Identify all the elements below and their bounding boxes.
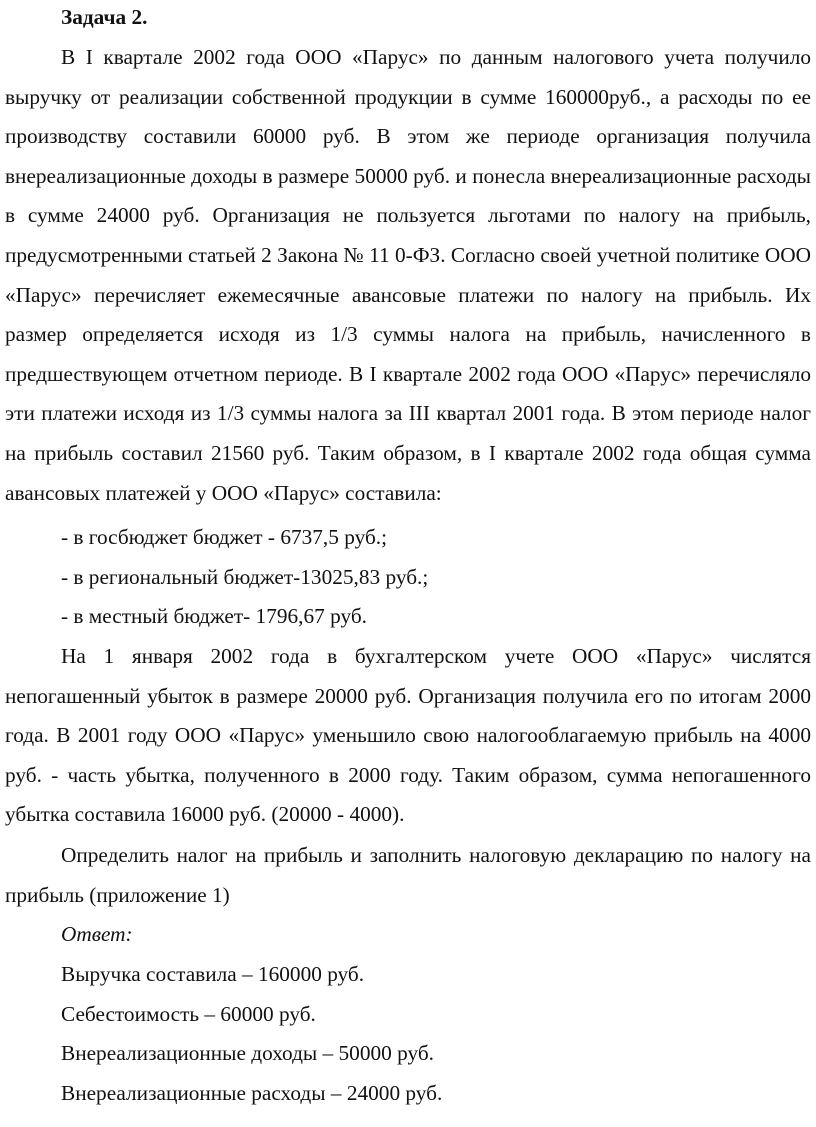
task-paragraph-loss: На 1 января 2002 года в бухгалтерском учете ООО «Парус» числятся непогашенный убыток в размере 20000 руб. Организация получила его по итогам 2000 года. В 2001 году ООО «Парус» уменьшило свою налогооблагаемую прибыль на 4000 руб. - часть убытка, полученного в 2000 году. Таким образом, сумма непогашенного убытка составила 16000 руб. (20000 - 4000).: [5, 644, 811, 827]
answer-line-nonop-income: Внереализационные доходы – 50000 руб.: [61, 1041, 434, 1065]
answer-line-revenue: Выручка составила – 160000 руб.: [61, 962, 365, 986]
answer-line-nonop-expenses: Внереализационные расходы – 24000 руб.: [61, 1081, 443, 1105]
task-paragraph-conditions: В I квартале 2002 года ООО «Парус» по данным налогового учета получило выручку от реализации собственной продукции в сумме 160000руб., а расходы по ее производству составили 60000 руб. В этом же периоде организация получила внереализационные доходы в размере 50000 руб. и понесла внереализационные расходы в сумме 24000 руб. Организация не пользуется льготами по налогу на прибыль, предусмотренными статьей 2 Закона № 11 0-ФЗ. Согласно своей учетной политике ООО «Парус» перечисляет ежемесячные авансовые платежи по налогу на прибыль. Их размер определяется исходя из 1/3 суммы налога на прибыль, начисленного в предшествующем отчетном периоде. В I квартале 2002 года ООО «Парус» перечисляло эти платежи исходя из 1/3 суммы налога за III квартал 2001 года. В этом периоде налог на прибыль составил 21560 руб. Таким образом, в I квартале 2002 года общая сумма авансовых платежей у ООО «Парус» составила:: [5, 45, 811, 505]
budget-item-regional: - в региональный бюджет-13025,83 руб.;: [61, 565, 429, 589]
answer-label: Ответ:: [61, 922, 133, 946]
budget-item-federal: - в госбюджет бюджет - 6737,5 руб.;: [61, 525, 388, 549]
task-title: Задача 2.: [61, 5, 148, 29]
answer-line-cost: Себестоимость – 60000 руб.: [61, 1002, 316, 1026]
task-paragraph-assignment: Определить налог на прибыль и заполнить налоговую декларацию по налогу на прибыль (приложение 1): [5, 843, 811, 907]
budget-item-local: - в местный бюджет- 1796,67 руб.: [61, 604, 367, 628]
